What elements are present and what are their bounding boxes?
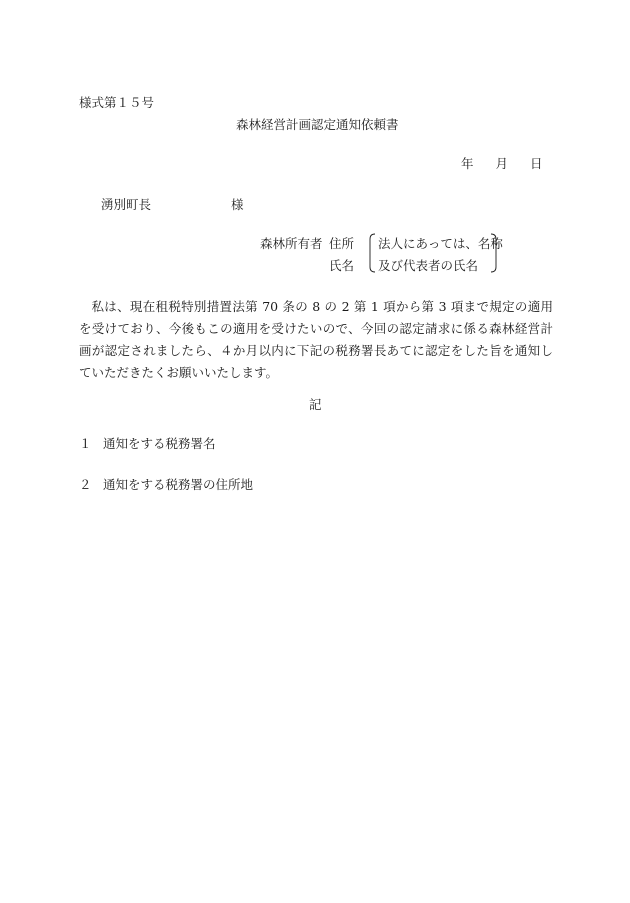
owner-label: 森林所有者 xyxy=(260,236,323,251)
ki-heading: 記 xyxy=(309,397,322,412)
item-text: 通知をする税務署名 xyxy=(103,436,216,451)
date-line xyxy=(461,158,543,171)
item-number: １ xyxy=(79,436,92,451)
date-year: 年 xyxy=(461,156,474,171)
list-item xyxy=(79,438,216,451)
addressee-honorific: 様 xyxy=(231,197,244,212)
form-number: 様式第１５号 xyxy=(79,95,155,110)
list-item xyxy=(79,479,253,492)
date-day: 日 xyxy=(530,156,543,171)
name-label: 氏名 xyxy=(329,258,355,273)
document-title: 森林経営計画認定通知依頼書 xyxy=(236,117,399,132)
item-number: ２ xyxy=(79,477,92,492)
request-paragraph: 私は、現在租税特別措置法第 70 条の 8 の 2 第 1 項から第 3 項まで規定の適用を受けており、今後もこの適用を受けたいので、今回の認定請求に係る森林経営計画が認定されましたら、４か月以内に下記の税務署長あてに認定をした旨を通知していただきたくお願いいたします。 xyxy=(79,299,553,380)
date-month: 月 xyxy=(495,156,509,171)
address-label: 住所 xyxy=(329,236,355,251)
corporate-note-line2: 及び代表者の氏名 xyxy=(378,258,479,273)
addressee xyxy=(101,199,244,212)
corporate-note-line1: 法人にあっては、名称 xyxy=(378,236,503,251)
item-text: 通知をする税務署の住所地 xyxy=(103,477,254,492)
addressee-town: 湧別町長 xyxy=(101,197,152,212)
